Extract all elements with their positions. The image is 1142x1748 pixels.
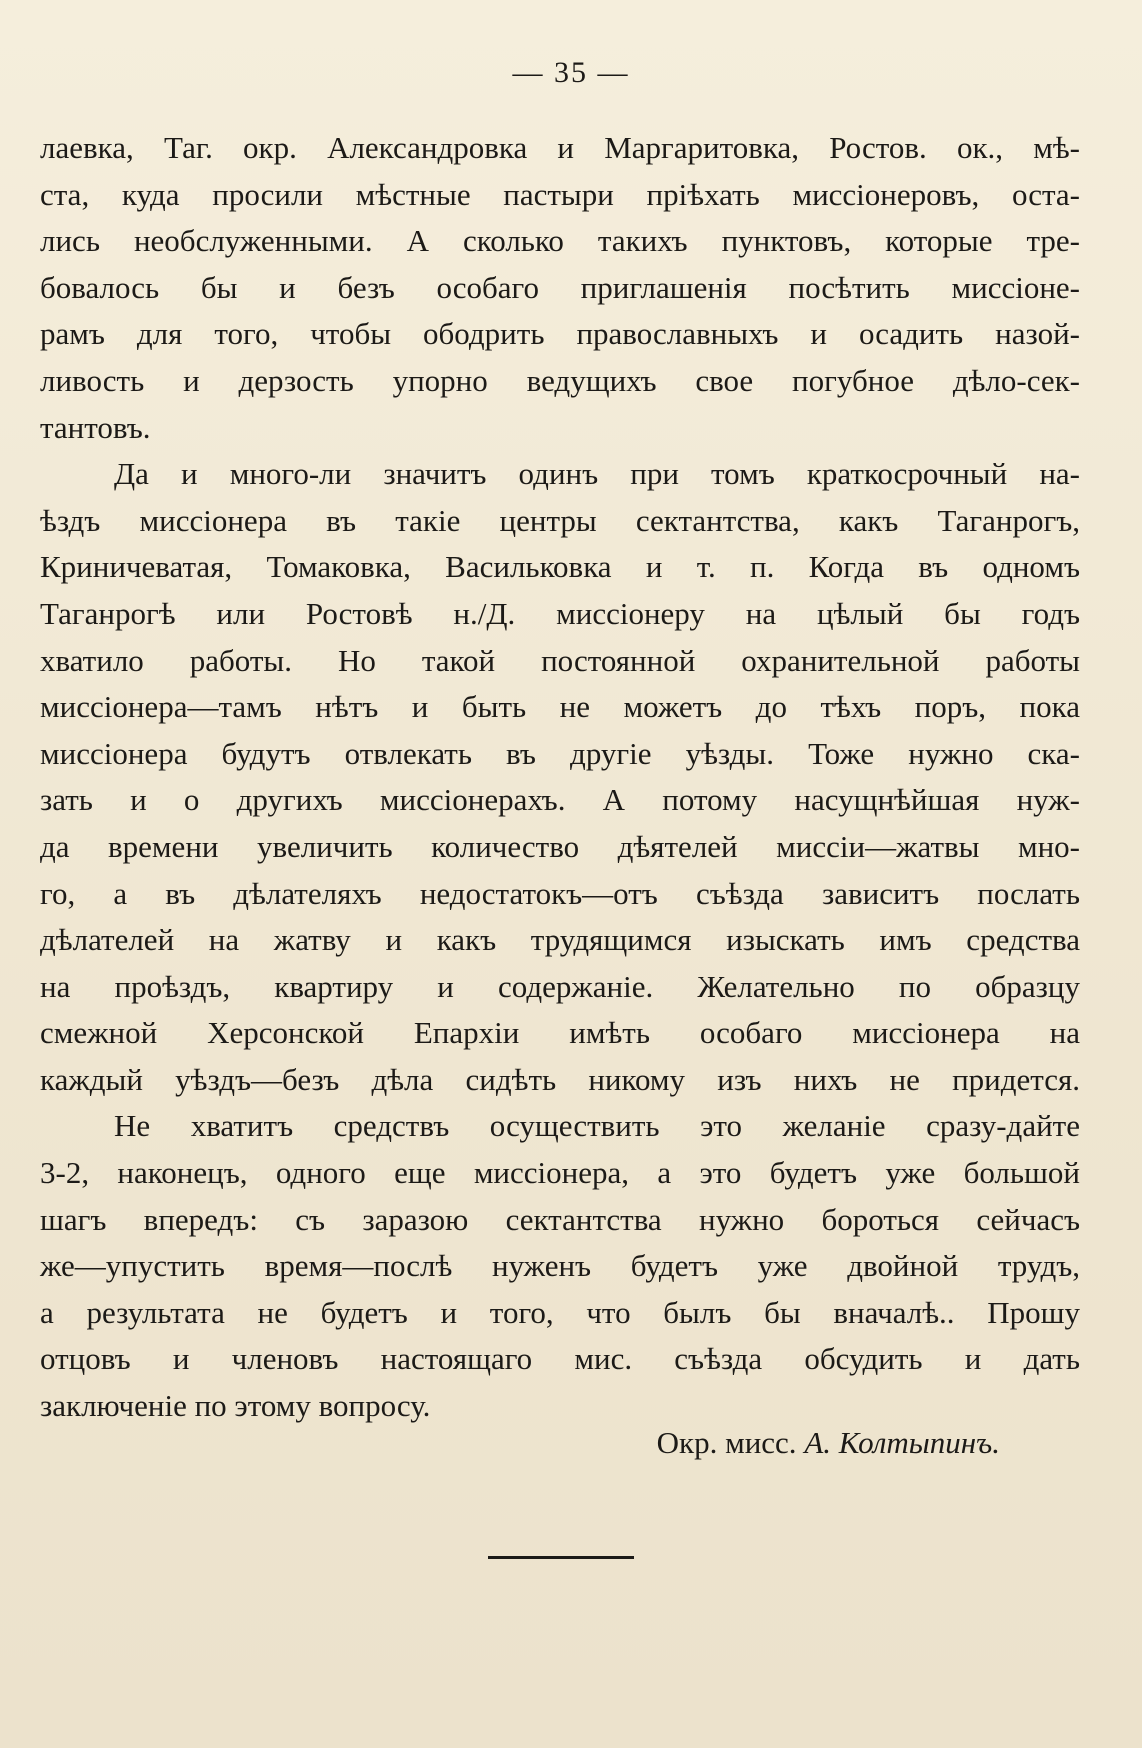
text-line: смежной Херсонской Епархiи имѣть особаго миссiонера на bbox=[40, 1015, 1080, 1051]
text-line: миссiонера будутъ отвлекать въ другiе уѣзды. Тоже нужно ска- bbox=[40, 735, 1080, 771]
text-line: дѣлателей на жатву и какъ трудящимся изыскать имъ средства bbox=[40, 922, 1080, 958]
text-line: 3-2, наконецъ, одного еще миссiонера, а это будетъ уже большой bbox=[40, 1155, 1080, 1191]
text-line: да времени увеличить количество дѣятелей миссiи—жатвы мно- bbox=[40, 828, 1080, 864]
text-line: же—упустить время—послѣ нуженъ будетъ уже двойной трудъ, bbox=[40, 1248, 1080, 1284]
text-line: зать и о другихъ миссiонерахъ. А потому насущнѣйшая нуж- bbox=[40, 782, 1080, 818]
text-line: бовалось бы и безъ особаго приглашенiя посѣтить миссiоне- bbox=[40, 269, 1080, 305]
text-line: рамъ для того, чтобы ободрить православныхъ и осадить назой- bbox=[40, 316, 1080, 352]
signature bbox=[0, 1425, 1000, 1461]
text-line: лись необслуженными. А сколько такихъ пунктовъ, которые тре- bbox=[40, 223, 1080, 259]
text-line: каждый уѣздъ—безъ дѣла сидѣть никому изъ нихъ не придется. bbox=[40, 1061, 1080, 1097]
text-line: го, а въ дѣлателяхъ недостатокъ—отъ съѣзда зависитъ послать bbox=[40, 875, 1080, 911]
text-line: а результата не будетъ и того, что былъ бы вначалѣ.. Прошу bbox=[40, 1294, 1080, 1330]
body-text bbox=[40, 125, 1080, 1430]
text-line: ста, куда просили мѣстные пастыри прiѣхать миссiонеровъ, оста- bbox=[40, 176, 1080, 212]
text-line: отцовъ и членовъ настоящаго мис. съѣзда обсудить и дать bbox=[40, 1341, 1080, 1377]
text-line: миссiонера—тамъ нѣтъ и быть не можетъ до тѣхъ поръ, пока bbox=[40, 689, 1080, 725]
text-line: тантовъ. bbox=[40, 409, 151, 445]
paragraph-start-line: Да и много-ли значитъ одинъ при томъ краткосрочный на- bbox=[114, 456, 1080, 492]
text-line: ливость и дерзость упорно ведущихъ свое погубное дѣло-сек- bbox=[40, 362, 1080, 398]
text-line: ѣздъ миссiонера въ такiе центры сектантства, какъ Таганрогъ, bbox=[40, 502, 1080, 538]
page-number: — 35 — bbox=[512, 56, 630, 89]
text-line: Таганрогѣ или Ростовѣ н./Д. миссiонеру на цѣлый бы годъ bbox=[40, 595, 1080, 631]
closing-rule bbox=[488, 1556, 634, 1559]
text-line: на проѣздъ, квартиру и содержанiе. Желательно по образцу bbox=[40, 968, 1080, 1004]
signature-name: А. Колтыпинъ. bbox=[804, 1425, 1000, 1460]
paragraph-start-line: Не хватитъ средствъ осуществить это желанiе сразу-дайте bbox=[114, 1108, 1080, 1144]
text-line: лаевка, Таг. окр. Александровка и Маргаритовка, Ростов. ок., мѣ- bbox=[40, 130, 1080, 165]
text-line: Криничеватая, Томаковка, Васильковка и т. п. Когда въ одномъ bbox=[40, 549, 1080, 585]
text-line: хватило работы. Но такой постоянной охранительной работы bbox=[40, 642, 1080, 678]
signature-title: Окр. мисс. bbox=[656, 1425, 797, 1460]
text-line: заключенiе по этому вопросу. bbox=[40, 1388, 431, 1424]
text-line: шагъ впередъ: съ заразою сектантства нужно бороться сейчасъ bbox=[40, 1201, 1080, 1237]
